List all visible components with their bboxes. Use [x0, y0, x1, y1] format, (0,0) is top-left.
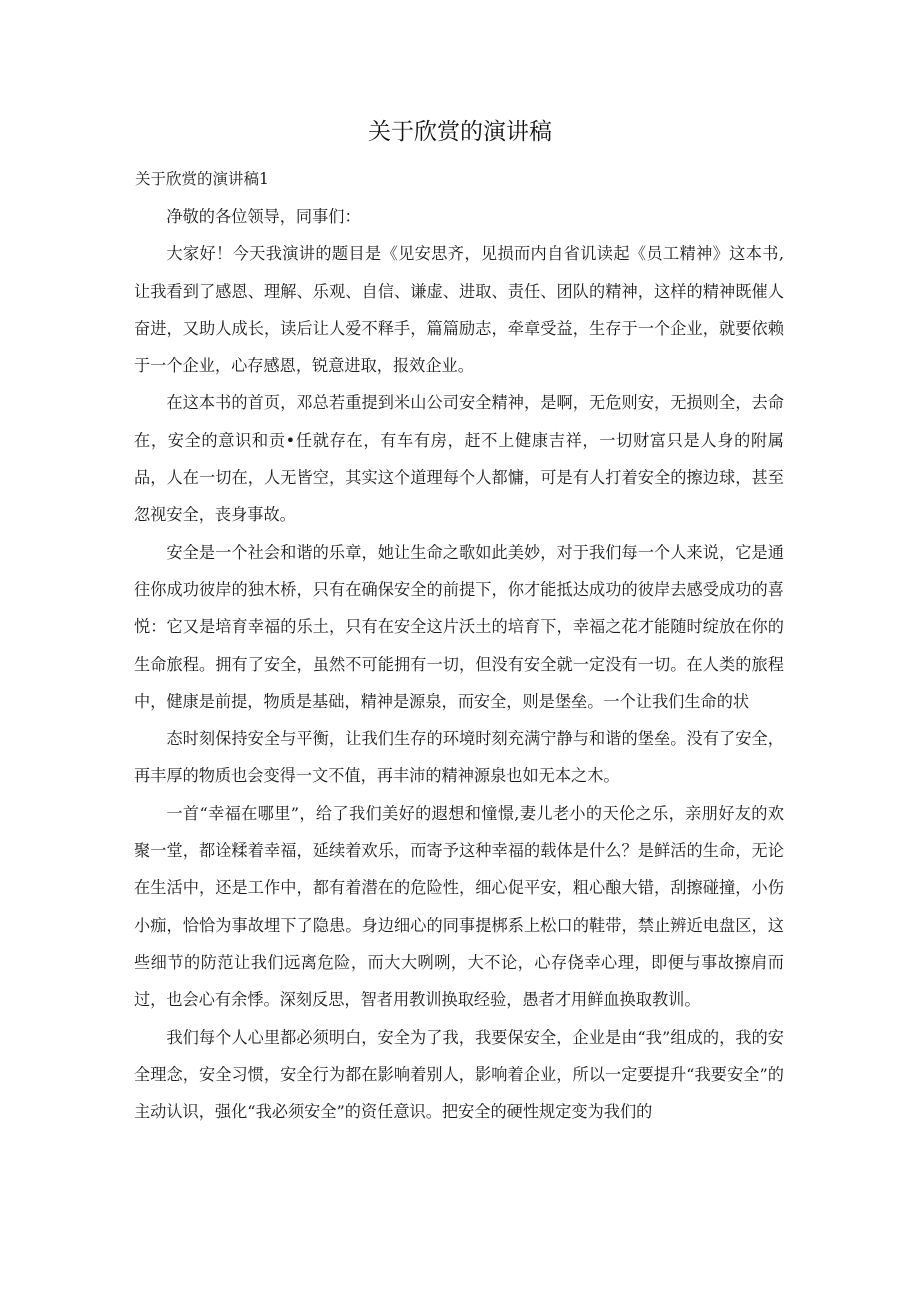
document-body	[134, 198, 784, 1130]
paragraph: 一首“幸福在哪里”，给了我们美好的遐想和憧憬,妻儿老小的天伦之乐，亲朋好友的欢聚一堂，都诠糅着幸福，延续着欢乐，而寄予这种幸福的载体是什么？是鲜活的生命，无论在生活中，还是工作中，都有着潜在的危险性，细心促平安，粗心酿大错，刮擦碰撞，小伤小痂，恰恰为事故埋下了隐患。身边细心的同事提梆系上松口的鞋带，禁止辨近电盘区，这些细节的防范让我们远离危险，而大大咧咧，大不论，心存侥幸心理，即便与事故擦肩而过，也会心有余悸。深刻反思，智者用教训换取经验，愚者才用鲜血换取教训。	[134, 803, 784, 1010]
paragraph: 在这本书的首页，邓总若重提到米山公司安全精神，是啊，无危则安，无损则全，去命在，安全的意识和贡•任就存在，有车有房，赶不上健康吉祥，一切财富只是人身的附属品，人在一切在，人无皆空，其实这个道理每个人都慵，可是有人打着安全的擦边球，甚至忽视安全，丧身事故。	[134, 393, 784, 525]
paragraph-salutation: 净敬的各位领导，同事们：	[166, 207, 361, 226]
paragraph: 大家好！今天我演讲的题目是《见安思齐，见损而内自省讥读起《员工精神》这本书,让我看到了感恩、理解、乐观、自信、谦虚、进取、责任、团队的精神，这样的精神既催人奋进，又助人成长，读后让人爱不释手，篇篇励志，牵章受益，生存于一个企业，就要依赖于一个企业，心存感恩，锐意进取，报效企业。	[134, 244, 784, 376]
document-title: 关于欣赏的演讲稿	[368, 119, 552, 145]
paragraph: 态时刻保持安全与平衡，让我们生存的环境时刻充满宁静与和谐的堡垒。没有了安全，再丰厚的物质也会变得一文不值，再丰沛的精神源泉也如无本之木。	[134, 729, 784, 786]
section-heading: 关于欣赏的演讲稿1	[135, 170, 269, 188]
paragraph: 安全是一个社会和谐的乐章，她让生命之歌如此美妙，对于我们每一个人来说，它是通往你成功彼岸的独木桥，只有在确保安全的前提下，你才能抵达成功的彼岸去感受成功的喜悦：它又是培育幸福的乐土，只有在安全这片沃土的培育下，幸福之花才能随时绽放在你的生命旅程。拥有了安全，虽然不可能拥有一切，但没有安全就一定没有一切。在人类的旅程中，健康是前提，物质是基础，精神是源泉，而安全，则是堡垒。一个让我们生命的状	[134, 542, 784, 711]
paragraph: 我们每个人心里都必须明白，安全为了我，我要保安全，企业是由“我”组成的，我的安全理念，安全习惯，安全行为都在影响着别人，影响着企业，所以一定要提升“我要安全”的主动认识，强化“我必须安全”的资任意识。把安全的硬性规定变为我们的	[134, 1027, 784, 1122]
